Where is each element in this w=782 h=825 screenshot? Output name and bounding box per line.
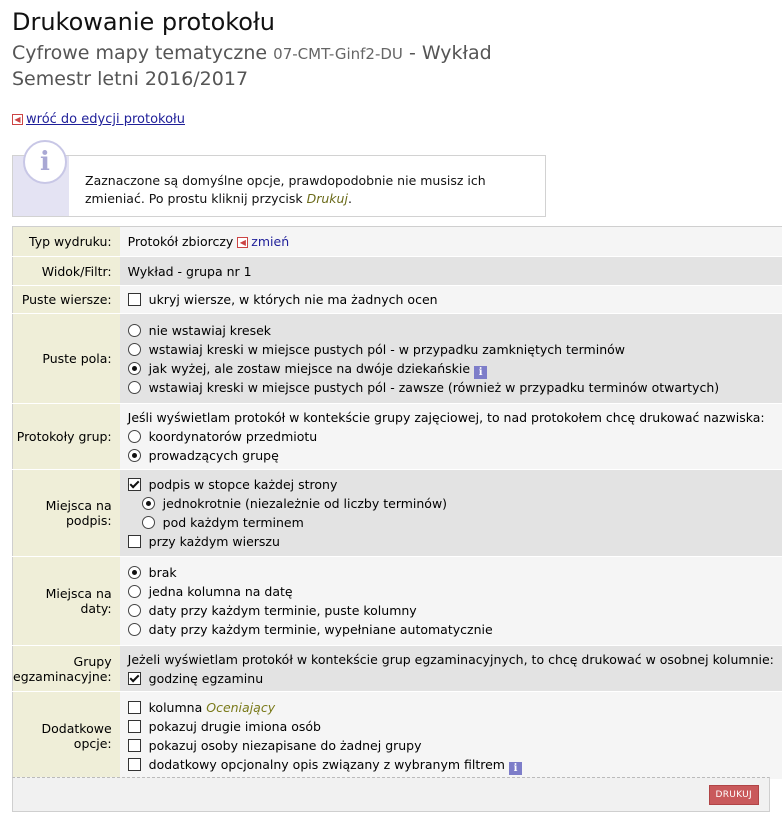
label-signature-places: Miejsca na podpis: xyxy=(13,470,120,557)
footer-signature-label: podpis w stopce każdej strony xyxy=(148,477,338,492)
signature-each-term-radio[interactable] xyxy=(142,516,155,529)
exam-groups-intro: Jeżeli wyświetlam protokół w kontekście grup egzaminacyjnych, to chcę drukować w osobnej kolumnie: xyxy=(127,651,774,667)
print-type-value: Protokół zbiorczy xyxy=(127,234,234,249)
change-type-link[interactable]: zmień xyxy=(251,234,290,249)
row-empty-fields xyxy=(13,314,782,404)
empty-fields-option-1: wstawiaj kreski w miejsce pustych pól - w przypadku zamkniętych terminów xyxy=(148,341,625,357)
course-type: - Wykład xyxy=(408,42,492,64)
extra-description-label: dodatkowy opcjonalny opis związany z wybranym filtrem xyxy=(148,756,505,772)
coordinators-radio[interactable] xyxy=(128,430,141,443)
course-code: 07-CMT-Ginf2-DU xyxy=(273,45,403,63)
label-view-filter: Widok/Filtr: xyxy=(13,257,120,286)
empty-fields-radio-3[interactable] xyxy=(128,381,141,394)
back-link-row xyxy=(12,112,185,127)
info-box xyxy=(12,147,546,217)
extra-description-checkbox[interactable] xyxy=(128,758,141,771)
info-text-end: . xyxy=(347,191,352,206)
graders-column-checkbox[interactable] xyxy=(128,701,141,714)
label-exam-groups: Grupy egzaminacyjne: xyxy=(13,646,120,692)
signature-once-label: jednokrotnie (niezależnie od liczby terminów) xyxy=(162,496,448,511)
course-subtitle xyxy=(12,42,492,64)
dates-auto-radio[interactable] xyxy=(128,623,141,636)
course-name: Cyfrowe mapy tematyczne xyxy=(12,42,268,64)
graders-column-prefix: kolumna xyxy=(148,699,203,715)
page-title: Drukowanie protokołu xyxy=(12,8,276,36)
label-empty-fields: Puste pola: xyxy=(13,314,120,404)
dates-none-label: brak xyxy=(148,565,177,580)
info-text xyxy=(85,172,535,208)
row-date-places xyxy=(13,557,782,646)
info-small-icon[interactable]: i xyxy=(509,762,522,775)
empty-fields-option-0: nie wstawiaj kresek xyxy=(148,322,272,338)
label-print-type: Typ wydruku: xyxy=(13,227,120,257)
group-teachers-label: prowadzących grupę xyxy=(148,448,279,463)
each-row-checkbox[interactable] xyxy=(128,535,141,548)
each-row-label: przy każdym wierszu xyxy=(148,534,280,549)
row-view-filter xyxy=(13,257,782,286)
info-text-print: Drukuj xyxy=(306,191,348,206)
row-empty-rows xyxy=(13,286,782,314)
print-options-table xyxy=(12,226,782,780)
label-date-places: Miejsca na daty: xyxy=(13,557,120,646)
footer-signature-checkbox[interactable] xyxy=(128,478,141,491)
back-to-edit-link[interactable]: wróć do edycji protokołu xyxy=(26,112,185,127)
info-icon: i xyxy=(23,140,67,184)
exam-hour-label: godzinę egzaminu xyxy=(148,670,264,686)
row-group-protocols xyxy=(13,404,782,470)
empty-fields-radio-0[interactable] xyxy=(128,324,141,337)
dates-empty-columns-label: daty przy każdym terminie, puste kolumny xyxy=(148,603,417,618)
group-protocols-intro: Jeśli wyświetlam protokół w kontekście grupy zajęciowej, to nad protokołem chcę drukować nazwiska: xyxy=(127,410,765,425)
label-group-protocols: Protokoły grup: xyxy=(13,404,120,470)
second-names-checkbox[interactable] xyxy=(128,720,141,733)
signature-once-radio[interactable] xyxy=(142,497,155,510)
dates-none-radio[interactable] xyxy=(128,566,141,579)
signature-each-term-label: pod każdym terminem xyxy=(162,515,304,530)
dates-auto-label: daty przy każdym terminie, wypełniane automatycznie xyxy=(148,622,493,637)
row-print-type xyxy=(13,227,782,257)
semester: Semestr letni 2016/2017 xyxy=(12,68,249,90)
back-arrow-icon: ◀ xyxy=(12,114,23,125)
empty-fields-radio-2[interactable] xyxy=(128,362,141,375)
hide-empty-rows-checkbox[interactable] xyxy=(128,293,141,306)
view-filter-value: Wykład - grupa nr 1 xyxy=(120,257,782,286)
second-names-label: pokazuj drugie imiona osób xyxy=(148,718,321,734)
unassigned-label: pokazuj osoby niezapisane do żadnej grupy xyxy=(148,737,422,753)
row-exam-groups xyxy=(13,646,782,692)
change-arrow-icon: ◀ xyxy=(237,237,248,248)
hide-empty-rows-label: ukryj wiersze, w których nie ma żadnych ocen xyxy=(148,292,438,307)
unassigned-checkbox[interactable] xyxy=(128,739,141,752)
print-button[interactable]: DRUKUJ xyxy=(709,785,759,805)
info-small-icon[interactable]: i xyxy=(474,366,487,379)
empty-fields-option-2: jak wyżej, ale zostaw miejsce na dwóje dziekańskie xyxy=(148,360,471,376)
dates-one-column-radio[interactable] xyxy=(128,585,141,598)
label-empty-rows: Puste wiersze: xyxy=(13,286,120,314)
label-additional-options: Dodatkowe opcje: xyxy=(13,692,120,780)
dates-one-column-label: jedna kolumna na datę xyxy=(148,584,293,599)
dates-empty-columns-radio[interactable] xyxy=(128,604,141,617)
exam-hour-checkbox[interactable] xyxy=(128,672,141,685)
row-signature-places xyxy=(13,470,782,557)
coordinators-label: koordynatorów przedmiotu xyxy=(148,429,318,444)
empty-fields-radio-1[interactable] xyxy=(128,343,141,356)
info-text-main: Zaznaczone są domyślne opcje, prawdopodobnie nie musisz ich zmieniać. Po prostu kliknij przycisk xyxy=(85,173,486,206)
graders-column-name: Oceniający xyxy=(206,699,276,715)
row-additional-options xyxy=(13,692,782,780)
group-teachers-radio[interactable] xyxy=(128,449,141,462)
empty-fields-option-3: wstawiaj kreski w miejsce pustych pól - zawsze (również w przypadku terminów otwartych) xyxy=(148,379,720,395)
form-footer xyxy=(12,777,770,812)
